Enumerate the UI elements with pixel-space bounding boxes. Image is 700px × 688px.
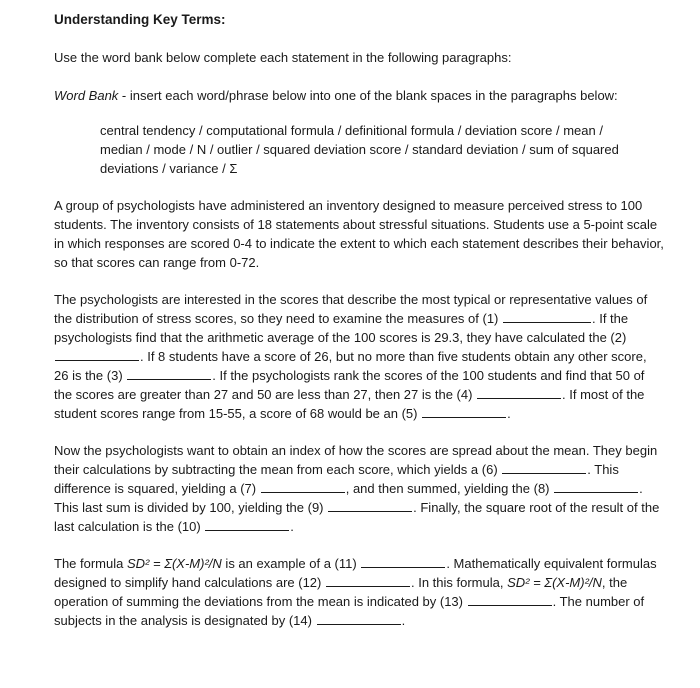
blank-11[interactable] [361,555,445,568]
para2-text-5: . If most of the student scores range from 15-55, a score of 68 would be an (5) [54,387,645,421]
para4-text-6: . The number of subjects in the analysis is designated by (14) [54,594,645,628]
blank-12[interactable] [326,574,410,587]
blank-9[interactable] [328,499,412,512]
para3-text-5: . Finally, the square root of the result of the last calculation is the (10) [54,500,660,534]
blank-6[interactable] [502,461,586,474]
para3-text-2: . This difference is squared, yielding a (7) [54,462,619,496]
blank-7[interactable] [261,480,345,493]
para2-text-1: The psychologists are interested in the scores that describe the most typical or representative values of the distribution of stress scores, so they need to examine the measures of (1) [54,292,648,326]
para3-text-4: . This last sum is divided by 100, yielding the (9) [54,481,643,515]
paragraph-2 [54,290,664,423]
blank-10[interactable] [205,518,289,531]
paragraph-4 [54,554,664,630]
para4-text-4: . In this formula, [410,575,508,590]
paragraph-1: A group of psychologists have administered an inventory designed to measure perceived stress to 100 students. The inventory consists of 18 statements about stressful situations. Students use a 5-point scale in which responses are scored 0-4 to indicate the extent to which each statement describes their behavior, so that scores can range from 0-72. [54,198,664,270]
blank-5[interactable] [422,405,506,418]
word-bank-intro [54,86,670,105]
para2-text-6: . [507,406,511,421]
blank-4[interactable] [477,386,561,399]
para2-text-2: . If the psychologists find that the arithmetic average of the 100 scores is 29.3, they have calculated the (2) [54,311,629,345]
para4-text-5: , the operation of summing the deviations from the mean is indicated by (13) [54,575,628,609]
formula-sd-1: SD² = Σ(X-M)²/N [126,556,222,571]
para4-text-3: . Mathematically equivalent formulas designed to simplify hand calculations are (12) [54,556,657,590]
formula-sd-2: SD² = Σ(X-M)²/N [507,575,602,590]
para3-text-3: , and then summed, yielding the (8) [345,481,554,496]
para3-text-6: . [290,519,294,534]
blank-1[interactable] [503,310,591,323]
blank-8[interactable] [554,480,638,493]
para2-text-3: . If 8 students have a score of 26, but no more than five students obtain any other score, 26 is the (3) [54,349,647,383]
paragraph-3 [54,441,664,536]
para4-text-7: . [401,613,406,628]
blank-3[interactable] [127,367,211,380]
word-bank-label: Word Bank [54,88,119,103]
word-bank-list: central tendency / computational formula / definitional formula / deviation score / mean / median / mode / N / outlier / squared deviation score / standard deviation / sum of squared deviations / variance / Σ [100,123,619,176]
blank-14[interactable] [317,612,401,625]
word-bank-intro-text: - insert each word/phrase below into one of the blank spaces in the paragraphs below: [118,88,618,103]
instruction-text: Use the word bank below complete each statement in the following paragraphs: [54,50,512,65]
page-heading: Understanding Key Terms: [54,12,226,27]
para4-text-2: is an example of a (11) [221,556,361,571]
blank-13[interactable] [468,593,552,606]
para4-text-1: The formula [54,556,127,571]
blank-2[interactable] [55,348,139,361]
para2-text-4: . If the psychologists rank the scores of the 100 students and find that 50 of the scores are greater than 27 and 50 are less than 27, then 27 is the (4) [54,368,645,402]
para3-text-1: Now the psychologists want to obtain an index of how the scores are spread about the mean. They begin their calculations by subtracting the mean from each score, which yields a (6) [54,443,658,477]
